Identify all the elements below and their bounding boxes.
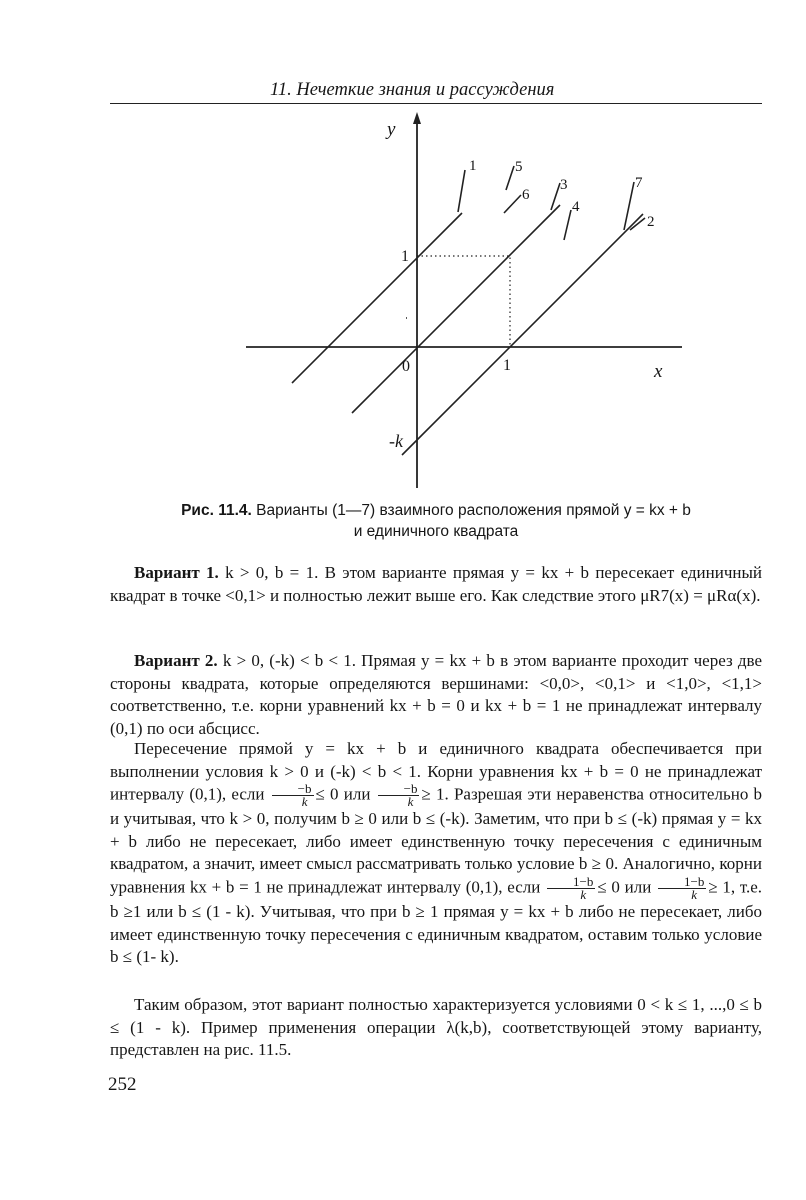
line-label-7: 7 bbox=[635, 175, 643, 191]
variant2-label: Вариант 2. bbox=[134, 651, 218, 670]
variant1-paragraph bbox=[110, 562, 762, 607]
para4-text: Таким образом, этот вариант полностью характеризуется условиями 0 < k ≤ 1, ...,0 ≤ b ≤ (1 - k). Пример применения операции λ(k,b), соответствующей этому варианту, представлен на рис. 11.5. bbox=[110, 995, 762, 1060]
or-word-2: или bbox=[624, 877, 652, 897]
variant2-paragraph bbox=[110, 650, 762, 740]
fraction-minus-b-over-k-1: $\frac{-b}{k}$ bbox=[272, 783, 314, 808]
fraction-minus-b-over-k-2: $\frac{-b}{k}$ bbox=[378, 783, 420, 808]
para3-part3: , т.е. b ≥1 или b ≤ (1 - k). Учитывая, что при b ≥ 1 прямая y = kx + b либо не пересекает, либо имеет единственную точку пересечения с единичным квадратом, оставим только условие b ≤ (1- k). bbox=[110, 877, 763, 967]
unit-x-label: 1 bbox=[503, 357, 511, 374]
line-label-1: 1 bbox=[469, 158, 477, 174]
condition-4: ≥ 1 bbox=[708, 877, 731, 897]
fraction-one-minus-b-over-k-1: $\frac{1-b}{k}$ bbox=[547, 876, 595, 901]
variant2-text: k > 0, (-k) < b < 1. Прямая y = kx + b в этом варианте проходит через две стороны квадрата, которые определяются вершинами: <0,0>, <0,1> и <1,0>, <1,1> соответственно, т.е. корни уравнений kx + b = 0 и kx + b = 1 не принадлежат интервалу (0,1) по оси абсцисс. bbox=[110, 651, 763, 738]
line-label-2: 2 bbox=[647, 214, 655, 230]
caption-line1: Варианты (1—7) взаимного расположения прямой y = kx + b bbox=[256, 502, 691, 519]
pointer-4 bbox=[564, 210, 571, 240]
line-3 bbox=[352, 205, 560, 413]
or-word-1: или bbox=[343, 784, 371, 804]
fraction-one-minus-b-over-k-2: $\frac{1-b}{k}$ bbox=[658, 876, 706, 901]
condition-3: ≤ 0 bbox=[597, 877, 620, 897]
line-2 bbox=[402, 214, 643, 455]
condition-1: ≤ 0 bbox=[315, 784, 339, 804]
axis-label-x: x bbox=[654, 361, 663, 382]
variant1-text: k > 0, b = 1. В этом варианте прямая y = kx + b пересекает единичный квадрат в точке <0,1> и полностью лежит выше его. Как следствие этого μR7(x) = μRα(x). bbox=[110, 563, 762, 605]
conclusion-paragraph bbox=[110, 994, 762, 1062]
variant1-label: Вариант 1. bbox=[134, 563, 219, 582]
pointer-5 bbox=[506, 166, 514, 190]
running-header: 11. Нечеткие знания и рассуждения bbox=[270, 80, 555, 100]
figure-caption bbox=[110, 502, 762, 520]
pointer-1 bbox=[458, 170, 465, 212]
axis-label-y: y bbox=[387, 119, 396, 140]
line-label-5: 5 bbox=[515, 159, 523, 175]
page-number: 252 bbox=[108, 1074, 137, 1095]
condition-2: ≥ 1 bbox=[421, 784, 445, 804]
caption-prefix: Рис. 11.4. bbox=[181, 502, 252, 519]
figure-caption-line2: и единичного квадрата bbox=[353, 523, 519, 540]
line-label-6: 6 bbox=[522, 187, 530, 203]
intersection-paragraph bbox=[110, 738, 762, 969]
minus-k-label: -k bbox=[389, 431, 403, 451]
line-1 bbox=[292, 213, 462, 383]
origin-label: 0 bbox=[402, 358, 410, 375]
line-label-3: 3 bbox=[560, 177, 568, 193]
figure-11-4 bbox=[0, 0, 806, 500]
unit-y-label: 1 bbox=[401, 248, 409, 265]
pointer-7 bbox=[624, 182, 634, 230]
para3-part2: . Разрешая эти неравенства относительно b и учитывая, что k > 0, получим b ≥ 0 или b ≤ (-k). Заметим, что при b ≤ (-k) прямая y = kx + b либо не пересекает, либо имеет единственную точку пересечения с единичным квадратом, а значит, имеет смысл рассматривать только условие b ≥ 0. Аналогично, корни уравнения kx + b = 1 не принадлежат интервалу (0,1), если bbox=[110, 784, 763, 897]
y-axis-arrow bbox=[413, 112, 421, 124]
pointer-6 bbox=[504, 195, 521, 213]
line-label-4: 4 bbox=[572, 199, 580, 215]
para3-part1: Пересечение прямой y = kx + b и единичного квадрата обеспечивается при выполнении условия k > 0 и (-k) < b < 1. Корни уравнения kx + b = 0 не принадлежат интервалу (0,1), если bbox=[110, 739, 762, 804]
